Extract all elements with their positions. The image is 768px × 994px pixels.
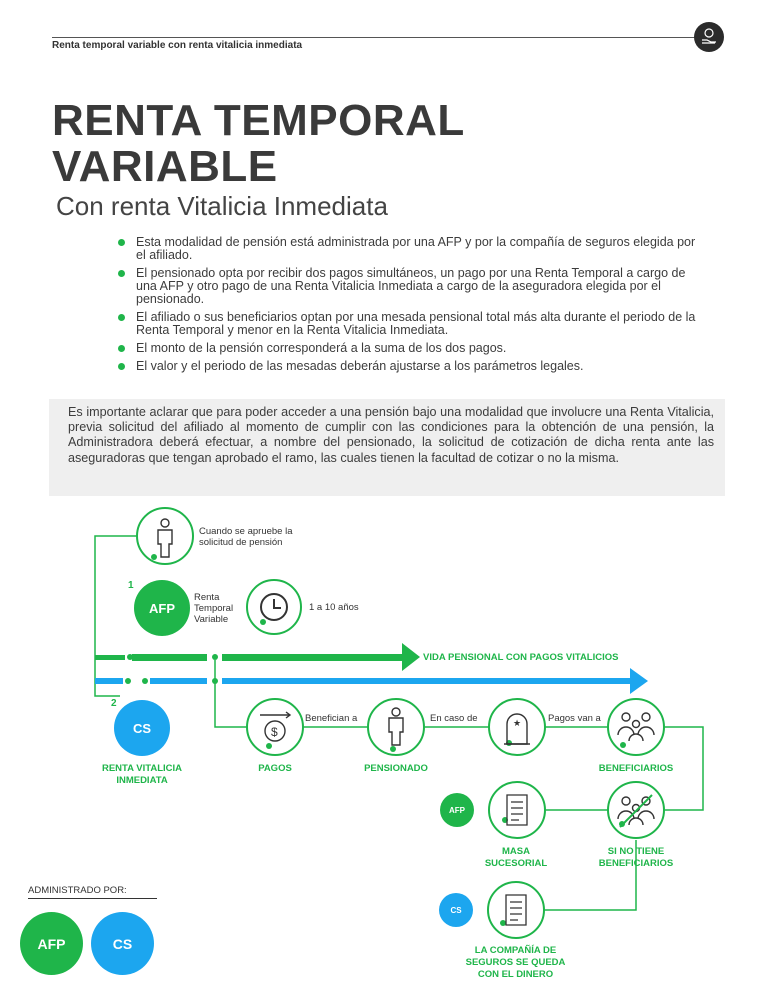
en-caso-label: En caso de: [430, 713, 478, 724]
sin-beneficiarios-label: SI NO TIENE BENEFICIARIOS: [598, 846, 674, 869]
masa-circle: [489, 782, 545, 838]
administrado-label: ADMINISTRADO POR:: [28, 885, 127, 896]
cs-legend-badge: CS: [91, 912, 154, 975]
afp-small-badge: AFP: [440, 793, 474, 827]
administrado-rule: [28, 898, 157, 899]
approval-label: Cuando se apruebe la solicitud de pensión: [199, 526, 293, 548]
pagos-label: PAGOS: [258, 763, 292, 774]
step-1-number: 1: [128, 580, 134, 591]
person-circle: [137, 508, 193, 564]
renta-vitalicia-arrow: [95, 668, 648, 694]
step-2-number: 2: [111, 698, 117, 709]
vida-pensional-arrow: [95, 643, 420, 671]
svg-text:$: $: [271, 725, 278, 739]
compania-circle: [488, 882, 544, 938]
list-item: El valor y el periodo de las mesadas deberán ajustarse a los parámetros legales.: [118, 360, 703, 373]
list-item: El monto de la pensión corresponderá a la suma de los dos pagos.: [118, 342, 703, 355]
title-line-1: RENTA TEMPORAL: [52, 96, 465, 145]
note-box: Es importante aclarar que para poder acceder a una pensión bajo una modalidad que involucre una Renta Vitalicia, previa solicitud del afiliado al momento de cumplir con las condiciones para la obtención de una pensión, la Administradora deberá efectuar, a nombre del pensionado, la solicitud de cotización de dicha renta ante las aseguradoras que tengan aprobado el ramo, las cuales tienen la facultad de cotizar o no la misma.: [49, 399, 725, 496]
page-subtitle: Con renta Vitalicia Inmediata: [56, 191, 388, 221]
benefician-label: Benefician a: [305, 713, 358, 724]
pensionado-label: PENSIONADO: [364, 763, 428, 774]
list-item: El pensionado opta por recibir dos pagos simultáneos, un pago por una Renta Temporal a cargo de una AFP y otro pago de una Renta Vitalicia Inmediata a cargo de la aseguradora elegida por el pensionado.: [118, 267, 703, 306]
renta-temporal-label: Renta Temporal Variable: [194, 592, 234, 625]
cs-badge: CS: [114, 700, 170, 756]
beneficiarios-label: BENEFICIARIOS: [598, 763, 674, 774]
renta-vitalicia-label: RENTA VITALICIA INMEDIATA: [101, 763, 183, 786]
title-line-2: VARIABLE: [52, 142, 278, 191]
afp-badge: AFP: [134, 580, 190, 636]
running-title: Renta temporal variable con renta vitalicia inmediata: [52, 40, 303, 51]
svg-text:★: ★: [513, 718, 522, 728]
list-item: El afiliado o sus beneficiarios optan por una mesada pensional total más alta durante el periodo de la Renta Temporal y menor en la Renta Vitalicia Inmediata.: [118, 311, 703, 337]
afp-legend-badge: AFP: [20, 912, 83, 975]
masa-sucesorial-label: MASA SUCESORIAL: [484, 846, 548, 869]
period-label: 1 a 10 años: [309, 602, 359, 613]
pagos-van-label: Pagos van a: [548, 713, 601, 724]
compania-label: LA COMPAÑÍA DE SEGUROS SE QUEDA CON EL DINERO: [465, 945, 566, 980]
vida-pensional-label: VIDA PENSIONAL CON PAGOS VITALICIOS: [423, 652, 619, 663]
list-item: Esta modalidad de pensión está administrada por una AFP y por la compañía de seguros elegida por el afiliado.: [118, 236, 703, 262]
cs-small-badge: CS: [439, 893, 473, 927]
